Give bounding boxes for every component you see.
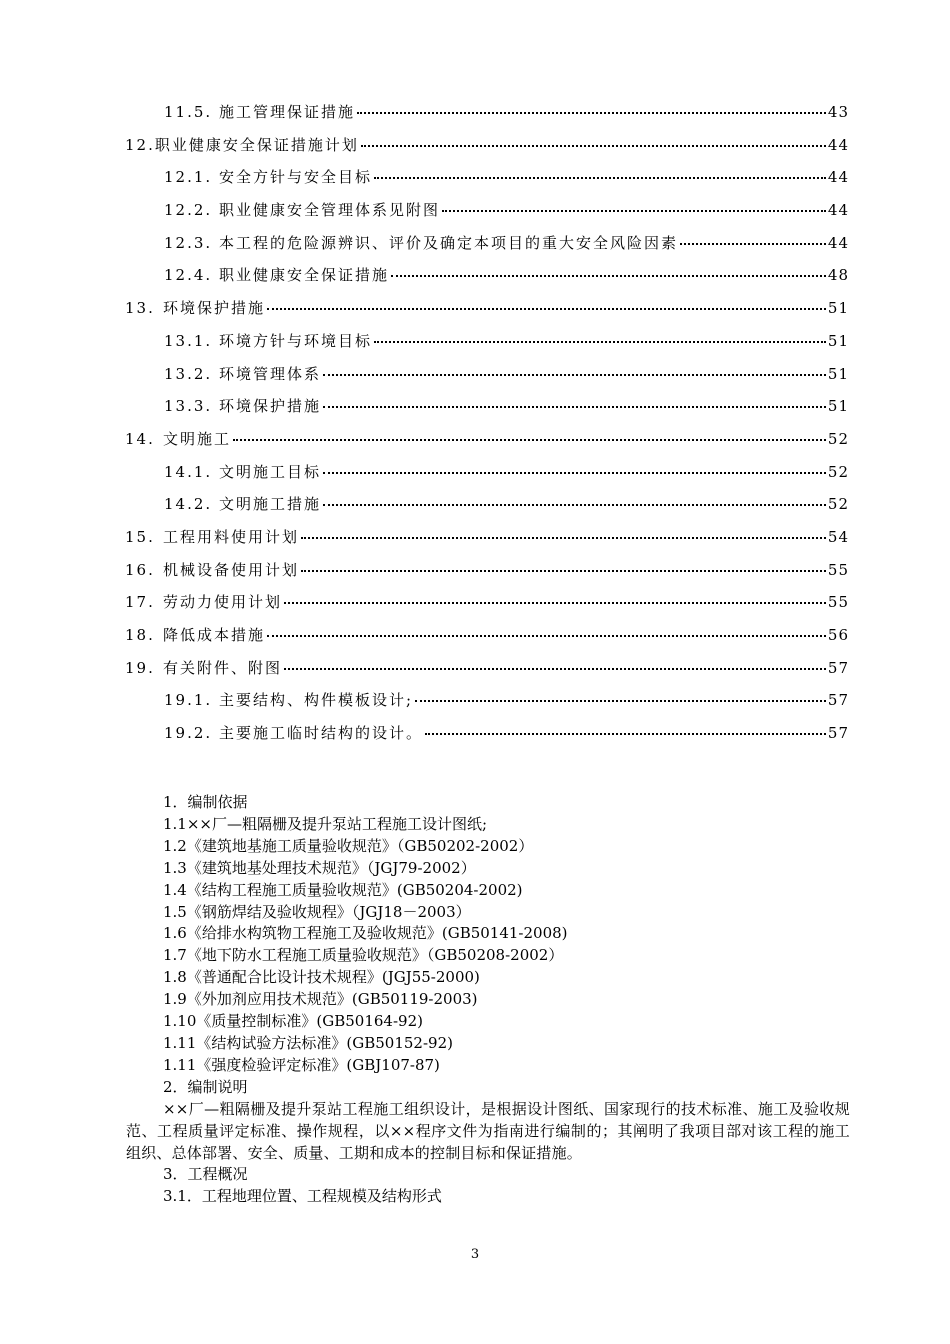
basis-item: 1.6《给排水构筑物工程施工及验收规范》(GB50141-2008) xyxy=(163,924,568,943)
toc-entry[interactable] xyxy=(125,525,849,558)
toc-entry-title: 环境保护措施 xyxy=(219,397,322,416)
basis-item: 1.11《结构试验方法标准》(GB50152-92) xyxy=(163,1033,453,1052)
toc-entry[interactable] xyxy=(125,329,849,362)
toc-entry[interactable] xyxy=(125,296,849,329)
toc-entry-title: 主要施工临时结构的设计。 xyxy=(219,724,424,743)
toc-entry[interactable] xyxy=(125,558,849,591)
toc-entry-title: 劳动力使用计划 xyxy=(163,593,283,612)
section-heading-1: 1．编制依据 xyxy=(163,793,248,811)
basis-item: 1.8《普通配合比设计技术规程》(JGJ55-2000) xyxy=(163,968,480,987)
toc-entry[interactable] xyxy=(125,133,849,166)
toc-dot-leader xyxy=(680,231,826,245)
toc-entry[interactable] xyxy=(125,656,849,689)
toc-entry-page: 43 xyxy=(827,103,849,121)
basis-item: 1.10《质量控制标准》(GB50164-92) xyxy=(163,1012,423,1031)
section-heading-3-1: 3.1．工程地理位置、工程规模及结构形式 xyxy=(163,1187,442,1206)
toc-entry-title: 安全方针与安全目标 xyxy=(219,168,373,187)
table-of-contents xyxy=(125,100,849,754)
toc-dot-leader xyxy=(374,165,826,179)
toc-entry-number: 14.1. xyxy=(164,462,213,481)
toc-entry-page: 57 xyxy=(827,658,849,677)
toc-dot-leader xyxy=(391,263,826,277)
page-number: 3 xyxy=(470,1247,480,1262)
toc-entry[interactable] xyxy=(125,165,849,198)
toc-entry-title: 环境管理体系 xyxy=(219,364,322,383)
toc-dot-leader xyxy=(442,198,826,212)
section-heading-2: 2．编制说明 xyxy=(163,1077,248,1096)
toc-entry-title: 文明施工措施 xyxy=(219,495,322,514)
toc-dot-leader xyxy=(323,492,826,506)
toc-entry-page: 52 xyxy=(827,462,849,481)
toc-entry-page: 54 xyxy=(827,527,849,546)
toc-entry-page: 57 xyxy=(827,724,849,743)
document-body xyxy=(126,792,850,1208)
toc-entry-number: 14. xyxy=(125,429,155,448)
toc-entry-number: 12.1. xyxy=(164,168,213,187)
toc-entry-title: 文明施工 xyxy=(163,429,232,448)
toc-dot-leader xyxy=(284,656,826,670)
toc-entry-page: 44 xyxy=(827,135,849,154)
toc-entry-number: 12. xyxy=(125,135,155,154)
section-heading-3: 3．工程概况 xyxy=(163,1165,248,1184)
toc-entry-number: 13. xyxy=(125,299,155,318)
toc-entry-number: 13.1. xyxy=(164,331,213,350)
toc-entry[interactable] xyxy=(125,688,849,721)
basis-item: 1.9《外加剂应用技术规范》(GB50119-2003) xyxy=(163,990,478,1009)
toc-entry-title: 降低成本措施 xyxy=(163,626,266,644)
toc-entry[interactable] xyxy=(125,100,849,133)
toc-dot-leader xyxy=(415,688,826,702)
toc-entry-title: 职业健康安全保证措施计划 xyxy=(154,135,359,154)
toc-entry-page: 44 xyxy=(827,233,849,252)
toc-dot-leader xyxy=(301,558,826,572)
toc-entry-title: 文明施工目标 xyxy=(219,462,322,481)
toc-entry-title: 主要结构、构件模板设计; xyxy=(219,691,414,710)
toc-dot-leader xyxy=(323,362,826,376)
basis-item: 1.4《结构工程施工质量验收规范》(GB50204-2002) xyxy=(163,880,523,899)
toc-entry-number: 13.2. xyxy=(164,364,213,383)
toc-dot-leader xyxy=(374,329,826,343)
toc-dot-leader xyxy=(267,623,826,637)
basis-item: 1.11《强度检验评定标准》(GBJ107-87) xyxy=(163,1055,440,1074)
toc-entry[interactable] xyxy=(125,427,849,460)
toc-dot-leader xyxy=(233,427,826,441)
toc-entry[interactable] xyxy=(125,721,849,754)
toc-entry-page: 52 xyxy=(827,495,849,514)
toc-dot-leader xyxy=(301,525,826,539)
toc-dot-leader xyxy=(323,460,826,474)
description-paragraph: ××厂—粗隔栅及提升泵站工程施工组织设计，是根据设计图纸、国家现行的技术标准、施工及验收规范、工程质量评定标准、操作规程，以××程序文件为指南进行编制的；其阐明了我项目部对该工程的施工组织、总体部署、安全、质量、工期和成本的控制目标和保证措施。 xyxy=(126,1099,850,1162)
toc-entry[interactable] xyxy=(125,623,849,656)
toc-entry[interactable] xyxy=(125,263,849,296)
toc-entry-title: 职业健康安全管理体系见附图 xyxy=(219,201,441,220)
toc-entry-page: 55 xyxy=(827,593,849,612)
toc-entry-number: 19.2. xyxy=(164,724,213,743)
toc-entry-title: 工程用料使用计划 xyxy=(163,527,300,546)
toc-dot-leader xyxy=(267,296,826,310)
toc-entry-title: 职业健康安全保证措施 xyxy=(219,266,390,285)
toc-entry-title: 施工管理保证措施 xyxy=(219,103,356,121)
toc-entry-number: 19. xyxy=(125,658,155,677)
toc-entry-title: 本工程的危险源辨识、评价及确定本项目的重大安全风险因素 xyxy=(219,233,679,252)
toc-entry-title: 环境保护措施 xyxy=(163,299,266,318)
toc-entry[interactable] xyxy=(125,590,849,623)
toc-entry-number: 11.5. xyxy=(164,103,213,121)
toc-entry-title: 有关附件、附图 xyxy=(163,658,283,677)
basis-item: 1.7《地下防水工程施工质量验收规范》（GB50208-2002） xyxy=(163,946,564,965)
toc-dot-leader xyxy=(361,133,826,147)
toc-entry-number: 12.2. xyxy=(164,201,213,220)
basis-item: 1.5《钢筋焊结及验收规程》（JGJ18－2003） xyxy=(163,902,471,921)
toc-entry[interactable] xyxy=(125,198,849,231)
toc-entry[interactable] xyxy=(125,492,849,525)
toc-dot-leader xyxy=(284,590,826,604)
toc-entry-number: 12.4. xyxy=(164,266,213,285)
toc-entry-number: 19.1. xyxy=(164,691,213,710)
basis-item: 1.2《建筑地基施工质量验收规范》（GB50202-2002） xyxy=(163,836,534,855)
toc-entry[interactable] xyxy=(125,362,849,395)
toc-entry-page: 51 xyxy=(827,331,849,350)
basis-item: 1.1××厂—粗隔栅及提升泵站工程施工设计图纸; xyxy=(163,814,488,833)
toc-dot-leader xyxy=(323,394,826,408)
toc-entry-page: 56 xyxy=(827,626,849,644)
toc-entry-page: 57 xyxy=(827,691,849,710)
toc-entry-page: 51 xyxy=(827,299,849,318)
toc-entry-page: 51 xyxy=(827,364,849,383)
toc-entry-page: 44 xyxy=(827,168,849,187)
toc-entry-page: 48 xyxy=(827,266,849,285)
toc-entry-number: 12.3. xyxy=(164,233,213,252)
toc-entry-number: 18. xyxy=(125,626,155,644)
basis-item: 1.3《建筑地基处理技术规范》（JGJ79-2002） xyxy=(163,858,476,877)
toc-entry[interactable] xyxy=(125,231,849,264)
toc-entry-number: 15. xyxy=(125,527,155,546)
toc-entry-title: 机械设备使用计划 xyxy=(163,560,300,579)
toc-entry[interactable] xyxy=(125,394,849,427)
toc-entry-number: 14.2. xyxy=(164,495,213,514)
toc-entry-number: 13.3. xyxy=(164,397,213,416)
toc-entry-number: 17. xyxy=(125,593,155,612)
toc-dot-leader xyxy=(425,721,826,735)
toc-entry-page: 44 xyxy=(827,201,849,220)
toc-entry-page: 52 xyxy=(827,429,849,448)
toc-entry-page: 55 xyxy=(827,560,849,579)
toc-entry-number: 16. xyxy=(125,560,155,579)
toc-entry[interactable] xyxy=(125,460,849,493)
toc-entry-page: 51 xyxy=(827,397,849,416)
toc-dot-leader xyxy=(357,100,826,114)
toc-entry-title: 环境方针与环境目标 xyxy=(219,331,373,350)
